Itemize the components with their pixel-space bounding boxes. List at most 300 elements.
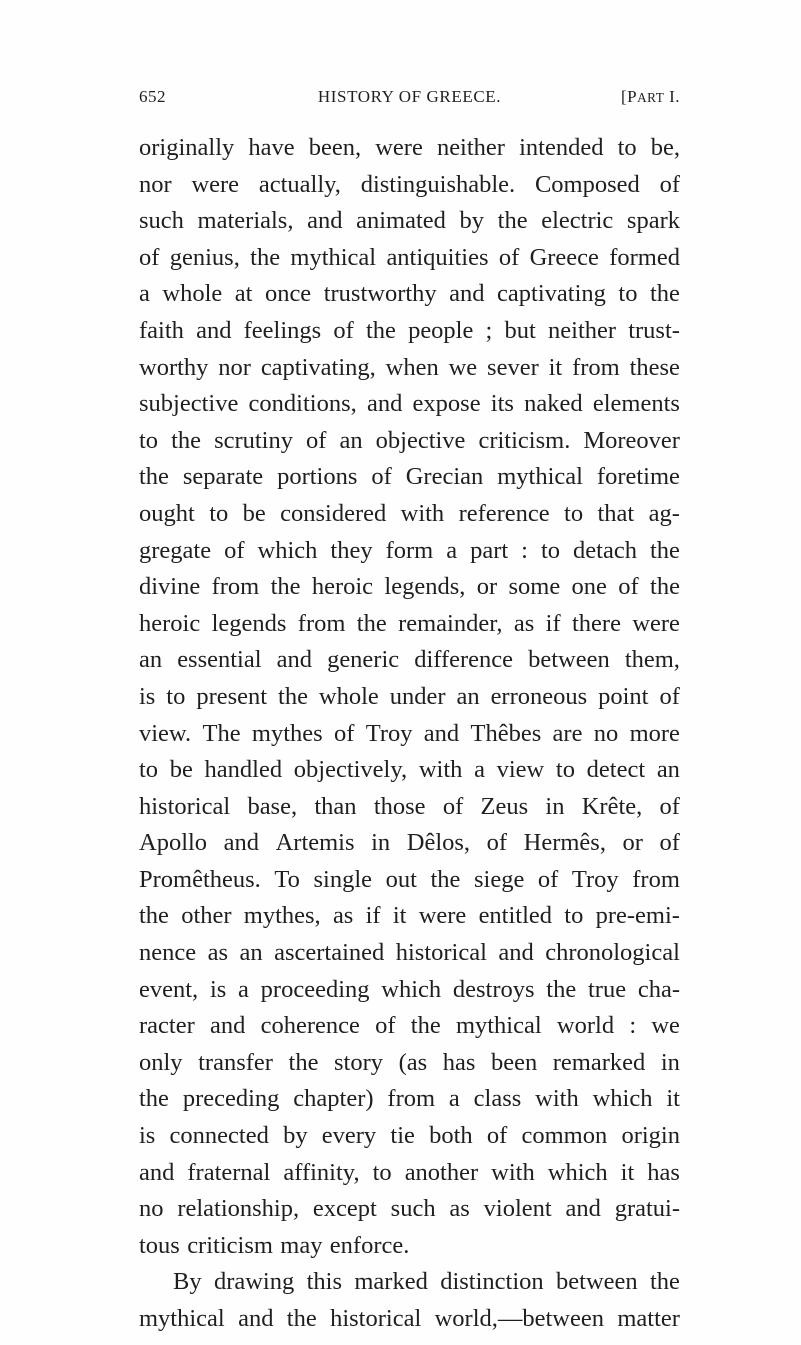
word: an <box>139 646 163 674</box>
word: if <box>545 609 561 637</box>
word: cha- <box>637 975 680 1003</box>
word: to <box>564 902 584 930</box>
word: as <box>513 609 535 637</box>
word: whole <box>318 682 379 710</box>
word: matter <box>617 1305 680 1332</box>
word: these <box>629 353 680 381</box>
word: a <box>446 536 458 564</box>
word: electric <box>541 207 614 235</box>
word: Troy <box>365 719 413 747</box>
word: remarked <box>552 1048 646 1076</box>
word: fraternal <box>187 1158 271 1186</box>
word: mythes, <box>243 902 321 930</box>
word: : <box>521 536 528 564</box>
word: Composed <box>534 170 640 198</box>
word: expose <box>412 390 481 418</box>
word: (as <box>398 1048 428 1076</box>
word: them, <box>624 646 680 674</box>
word: Krête, <box>581 792 643 820</box>
word: legends <box>211 609 287 637</box>
text-line <box>139 716 680 753</box>
word: were <box>632 609 680 637</box>
word: between <box>528 646 610 674</box>
word: but <box>504 316 536 344</box>
word: conditions, <box>248 390 357 418</box>
word: which <box>547 1158 608 1186</box>
word: antiquities <box>386 243 489 271</box>
word: the <box>286 1305 317 1332</box>
text-line <box>139 642 680 679</box>
word: historical <box>330 1305 422 1332</box>
word: criticism. <box>478 426 571 454</box>
word: world,—between <box>434 1305 605 1332</box>
word: we <box>448 353 478 381</box>
word: feelings <box>243 316 322 344</box>
word: both <box>429 1122 473 1150</box>
word: neither <box>548 316 617 344</box>
word: the <box>288 1048 319 1076</box>
word: of <box>375 1012 396 1040</box>
word: as <box>449 1195 470 1223</box>
word: By <box>173 1268 202 1296</box>
word: class <box>473 1085 522 1113</box>
word: to <box>540 536 561 564</box>
word: were <box>375 134 423 161</box>
word: true <box>587 975 627 1003</box>
word: erroneous <box>490 682 588 710</box>
word: from <box>387 1085 436 1113</box>
word: heroic <box>311 573 374 601</box>
word: may <box>280 1231 323 1259</box>
word: which <box>257 536 318 564</box>
word: the <box>649 536 680 564</box>
text-line <box>139 276 680 313</box>
word: originally <box>139 134 235 161</box>
word: captivating <box>497 280 606 308</box>
page-number: 652 <box>139 87 166 106</box>
word: Artemis <box>275 829 355 857</box>
word: legends, <box>384 573 466 601</box>
word: one <box>571 573 607 601</box>
word: the <box>410 1012 441 1040</box>
word: neither <box>436 134 505 161</box>
word: by <box>283 1122 308 1150</box>
word: preceding <box>182 1085 280 1113</box>
word: more <box>629 719 680 747</box>
word: were <box>418 902 467 930</box>
word: racter <box>139 1012 195 1040</box>
word: they <box>330 536 373 564</box>
word: mythical <box>139 1305 225 1332</box>
word: portions <box>277 463 358 491</box>
word: connected <box>169 1122 269 1150</box>
word: it <box>666 1085 680 1113</box>
word: to <box>139 426 159 454</box>
word: marked <box>354 1268 428 1296</box>
text-line <box>139 130 680 167</box>
word: Dêlos, <box>406 829 471 857</box>
word: and <box>238 1305 274 1332</box>
word: To <box>274 865 300 893</box>
word: no <box>593 719 619 747</box>
word: event, <box>139 975 199 1003</box>
word: in <box>371 829 391 857</box>
word: remainder, <box>398 609 503 637</box>
word: Grecian <box>405 463 484 491</box>
word: objective <box>375 426 466 454</box>
word: be, <box>650 134 680 161</box>
word: of <box>333 719 355 747</box>
word: the <box>546 975 577 1003</box>
word: essential <box>177 646 262 674</box>
word: an <box>456 682 480 710</box>
word: of <box>659 170 680 198</box>
word: difference <box>414 646 514 674</box>
word: gratui- <box>614 1195 680 1223</box>
word: to <box>618 280 638 308</box>
word: and <box>276 646 312 674</box>
word: its <box>490 390 514 418</box>
text-line <box>139 167 680 204</box>
word: view. <box>139 719 192 747</box>
word: is <box>139 1122 156 1150</box>
word: to <box>166 682 186 710</box>
word: intended <box>519 134 604 161</box>
word: origin <box>621 1122 680 1150</box>
word: transfer <box>198 1048 273 1076</box>
word: formed <box>609 243 680 271</box>
word: point <box>598 682 649 710</box>
word: from <box>211 573 260 601</box>
word: the <box>650 1268 680 1296</box>
text-line <box>139 203 680 240</box>
word: a <box>448 1085 460 1113</box>
word: in <box>660 1048 680 1076</box>
word: if <box>365 902 381 930</box>
word: of <box>659 682 680 710</box>
word: historical <box>395 939 487 967</box>
word: mythical <box>455 1012 542 1040</box>
word: the <box>365 316 396 344</box>
running-head <box>139 87 680 111</box>
word: to <box>617 134 637 161</box>
word: from <box>297 609 346 637</box>
word: Zeus <box>480 792 529 820</box>
word: divine <box>139 573 201 601</box>
word: and <box>307 207 343 235</box>
word: to <box>564 499 584 527</box>
word: destroys <box>452 975 535 1003</box>
word: detach <box>573 536 637 564</box>
text-line <box>139 240 680 277</box>
word: chronological <box>545 939 680 967</box>
text-line <box>139 459 680 496</box>
word: materials, <box>197 207 294 235</box>
word: captivating, <box>260 353 376 381</box>
word: no <box>139 1195 164 1223</box>
word: of <box>224 536 245 564</box>
word: tous <box>139 1231 180 1259</box>
word: world <box>556 1012 615 1040</box>
word: Troy <box>571 865 619 893</box>
word: distinction <box>440 1268 544 1296</box>
word: an <box>339 426 363 454</box>
text-line <box>139 789 680 826</box>
word: nor <box>139 170 172 198</box>
text-line <box>139 825 680 862</box>
word: mythical <box>290 243 377 271</box>
word: with <box>400 499 445 527</box>
text-line <box>139 496 680 533</box>
word: it <box>620 1158 635 1186</box>
word: the <box>139 902 169 930</box>
word: ought <box>139 499 195 527</box>
word: proceeding <box>260 975 370 1003</box>
word: trustworthy <box>323 280 437 308</box>
word: story <box>334 1048 384 1076</box>
word: Thêbes <box>470 719 542 747</box>
word: be <box>169 756 193 784</box>
word: actually, <box>258 170 341 198</box>
text-line <box>139 1155 680 1192</box>
word: only <box>139 1048 183 1076</box>
word: the <box>171 426 202 454</box>
word: except <box>312 1195 377 1223</box>
text-line <box>139 313 680 350</box>
word: entitled <box>478 902 553 930</box>
word: generic <box>327 646 400 674</box>
word: worthy <box>139 353 209 381</box>
word: of <box>486 1122 508 1150</box>
word: elements <box>592 390 680 418</box>
word: The <box>202 719 241 747</box>
word: be <box>242 499 266 527</box>
part-label: [PART I. <box>620 87 680 106</box>
word: and <box>209 1012 246 1040</box>
word: a <box>474 756 485 784</box>
word: which <box>592 1085 653 1113</box>
word: it <box>392 902 407 930</box>
word: single <box>313 865 373 893</box>
word: when <box>385 353 439 381</box>
word: of <box>537 865 559 893</box>
word: to <box>372 1158 392 1186</box>
word: reference <box>458 499 550 527</box>
word: other <box>181 902 232 930</box>
book-title: HISTORY OF GREECE. <box>317 87 502 106</box>
word: in <box>545 792 565 820</box>
text-line <box>139 386 680 423</box>
text-line <box>139 1045 680 1082</box>
text-line <box>139 752 680 789</box>
word: criticism <box>187 1231 273 1259</box>
word: to <box>555 756 575 784</box>
text-line <box>139 350 680 387</box>
word: trust- <box>628 316 680 344</box>
paragraph-start-line <box>139 1264 680 1301</box>
word: with <box>535 1085 579 1113</box>
word: heroic <box>139 609 201 637</box>
word: from <box>572 353 620 381</box>
word: coherence <box>260 1012 360 1040</box>
word: between <box>556 1268 638 1296</box>
word: such <box>139 207 184 235</box>
word: scrutiny <box>214 426 293 454</box>
word: mythes <box>251 719 323 747</box>
paragraph-end-line <box>139 1228 680 1265</box>
word: common <box>521 1122 608 1150</box>
word: been <box>490 1048 538 1076</box>
word: another <box>404 1158 479 1186</box>
word: and <box>498 939 534 967</box>
word: has <box>442 1048 476 1076</box>
word: the <box>356 609 387 637</box>
word: once <box>264 280 312 308</box>
word: separate <box>182 463 264 491</box>
body-text <box>139 130 680 1338</box>
word: part <box>470 536 509 564</box>
word: subjective <box>139 390 239 418</box>
text-line <box>139 679 680 716</box>
word: : <box>629 1012 637 1040</box>
word: and <box>366 390 403 418</box>
word: the <box>497 207 528 235</box>
word: such <box>390 1195 436 1223</box>
word: ag- <box>648 499 680 527</box>
word: spark <box>626 207 680 235</box>
word: drawing <box>213 1268 295 1296</box>
word: violent <box>483 1195 552 1223</box>
word: affinity, <box>283 1158 360 1186</box>
word: or <box>622 829 643 857</box>
word: Apollo <box>139 829 208 857</box>
word: of <box>618 573 639 601</box>
word: view <box>496 756 545 784</box>
word: and <box>196 316 232 344</box>
word: have <box>248 134 295 161</box>
word: we <box>651 1012 680 1040</box>
text-line <box>139 423 680 460</box>
word: of <box>659 792 680 820</box>
text-line <box>139 1081 680 1118</box>
word: ascertained <box>274 939 385 967</box>
word: an <box>239 939 263 967</box>
word: form <box>385 536 434 564</box>
word: chapter) <box>293 1085 374 1113</box>
word: genius, <box>169 243 240 271</box>
word: and <box>223 829 260 857</box>
word: are <box>552 719 583 747</box>
text-line <box>139 533 680 570</box>
small-caps: ART <box>637 90 665 105</box>
word: and <box>423 719 460 747</box>
word: base, <box>247 792 298 820</box>
word: gregate <box>139 536 212 564</box>
word: an <box>656 756 680 784</box>
word: pre-emi- <box>595 902 680 930</box>
text-line <box>139 1118 680 1155</box>
word: Hermês, <box>523 829 606 857</box>
word: enforce. <box>329 1231 410 1259</box>
word: of <box>333 316 354 344</box>
word: those <box>373 792 426 820</box>
word: as <box>207 939 229 967</box>
word: distinguishable. <box>360 170 516 198</box>
word: Moreover <box>583 426 680 454</box>
word: the <box>650 573 680 601</box>
word: animated <box>356 207 446 235</box>
word: that <box>597 499 635 527</box>
word: by <box>459 207 485 235</box>
word: present <box>196 682 268 710</box>
word: nence <box>139 939 197 967</box>
word: under <box>389 682 446 710</box>
word: which <box>381 975 442 1003</box>
word: of <box>139 243 160 271</box>
word: is <box>209 975 227 1003</box>
word: the <box>430 865 461 893</box>
word: of <box>498 243 520 271</box>
word: and <box>565 1195 601 1223</box>
word: siege <box>474 865 525 893</box>
word: objectively, <box>293 756 408 784</box>
text-line <box>139 935 680 972</box>
word: of <box>306 426 327 454</box>
word: Promêtheus. <box>139 865 261 893</box>
word: handled <box>204 756 283 784</box>
word: than <box>314 792 357 820</box>
word: nor <box>218 353 251 381</box>
word: sever <box>487 353 539 381</box>
word: relationship, <box>177 1195 300 1223</box>
word: some <box>508 573 561 601</box>
word: faith <box>139 316 184 344</box>
word: the <box>139 463 169 491</box>
word: with <box>491 1158 535 1186</box>
word: the <box>250 243 281 271</box>
word: this <box>306 1268 343 1296</box>
text-line <box>139 569 680 606</box>
word: historical <box>139 792 231 820</box>
word: to <box>139 756 159 784</box>
word: the <box>278 682 308 710</box>
word: every <box>321 1122 377 1150</box>
word: been, <box>308 134 362 161</box>
text-line <box>139 898 680 935</box>
word: naked <box>524 390 583 418</box>
word: Greece <box>529 243 599 271</box>
text-line <box>139 972 680 1009</box>
word: the <box>139 1085 169 1113</box>
text-line <box>139 1191 680 1228</box>
word: detect <box>586 756 646 784</box>
word: it <box>548 353 563 381</box>
word: mythical <box>497 463 583 491</box>
word: considered <box>280 499 387 527</box>
word: at <box>234 280 253 308</box>
word: and <box>139 1158 175 1186</box>
word: of <box>371 463 392 491</box>
text-line <box>139 606 680 643</box>
word: to <box>209 499 229 527</box>
word: the <box>649 280 680 308</box>
word: a <box>139 280 150 308</box>
word: of <box>486 829 508 857</box>
word: out <box>385 865 417 893</box>
word: ; <box>485 316 493 344</box>
word: a <box>238 975 249 1003</box>
text-line <box>139 1008 680 1045</box>
